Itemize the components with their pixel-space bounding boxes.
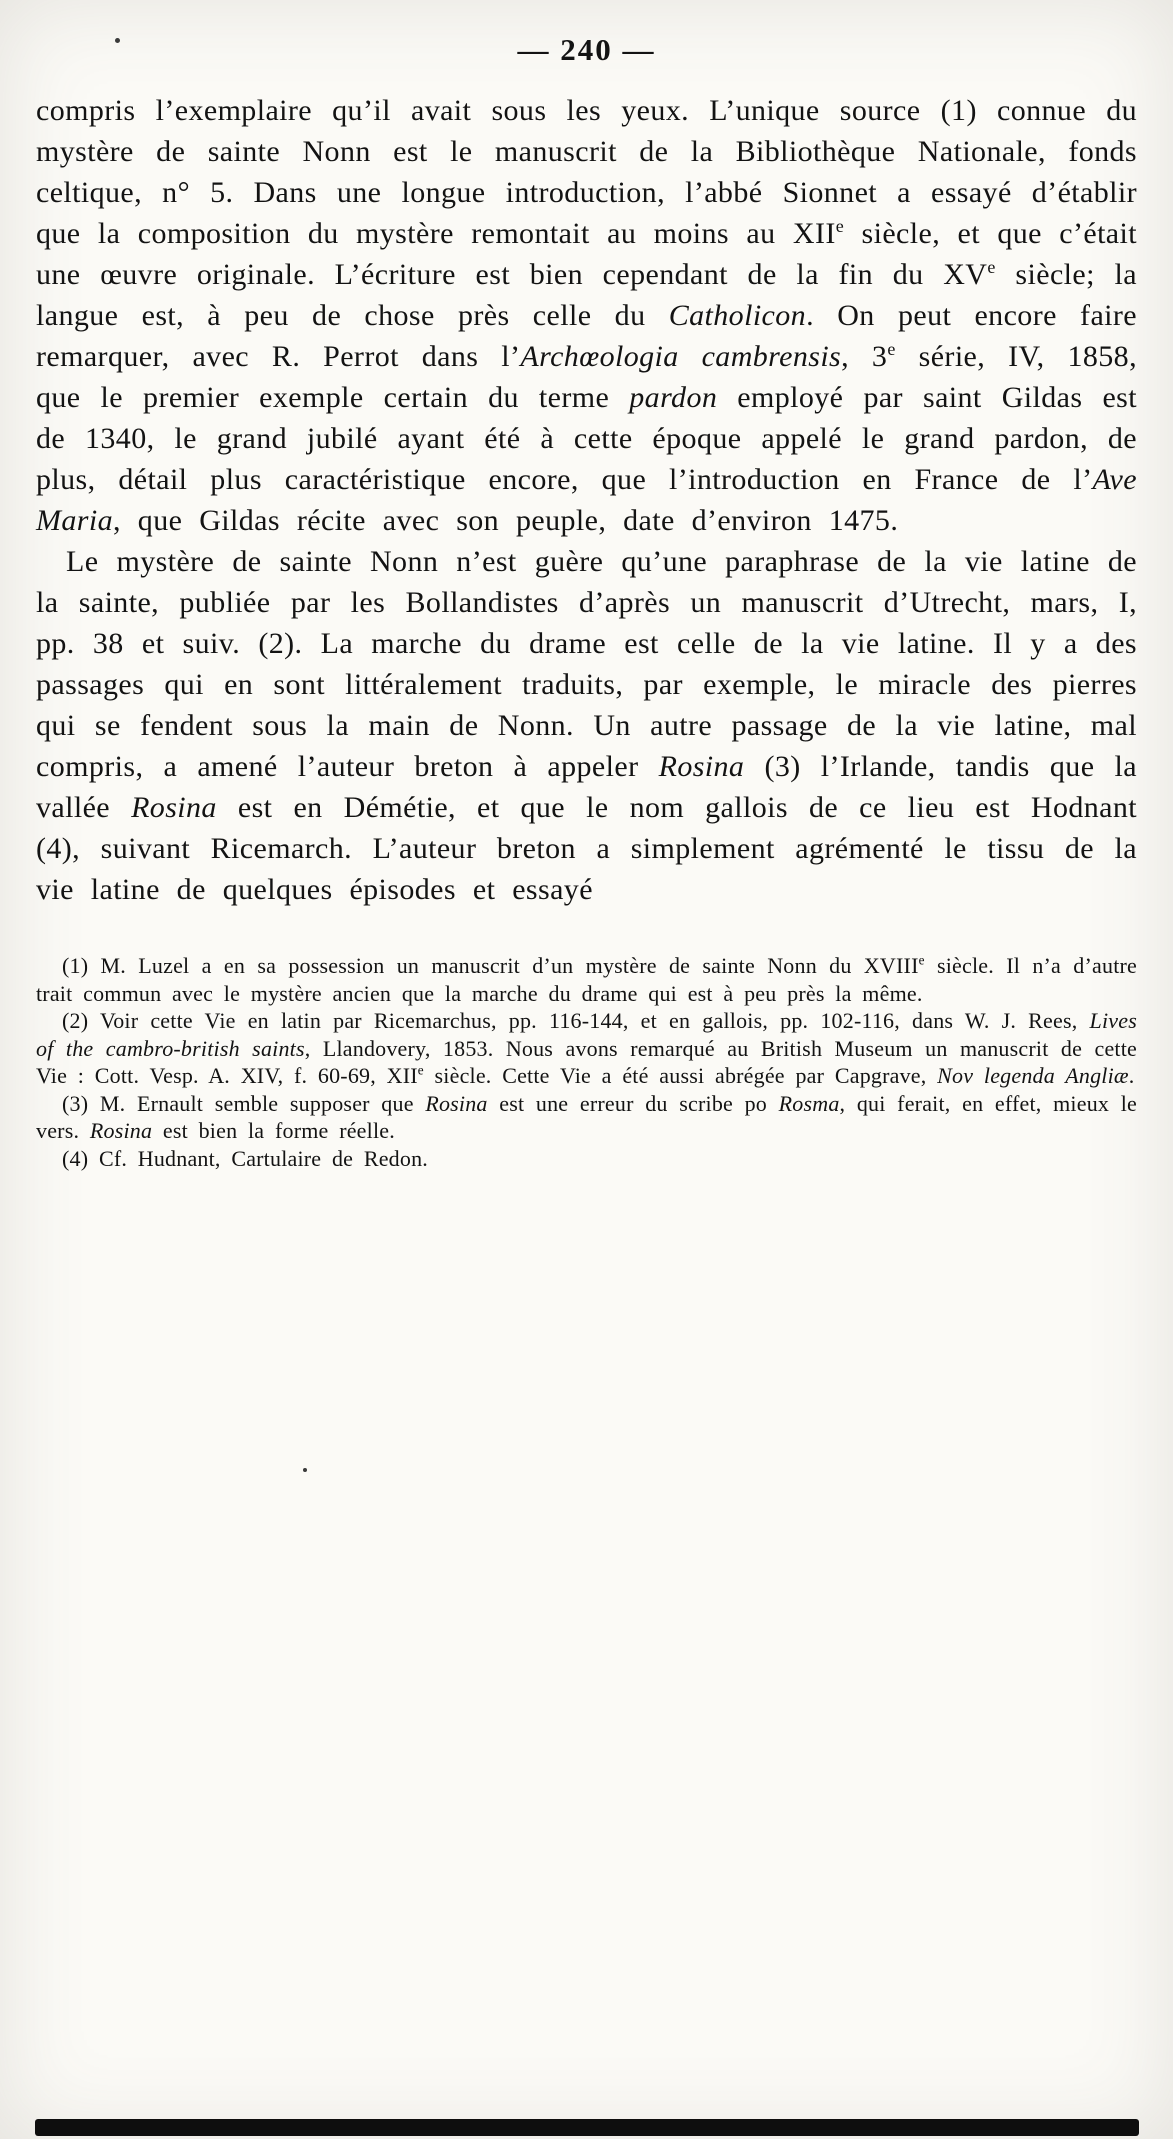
- text-segment: (4) Cf. Hudnant, Cartulaire de Redon.: [62, 1145, 428, 1171]
- italic-text-segment: Rosina: [131, 791, 217, 824]
- text-segment: , Llandovery, 1853. Nous avons remarqué au British Museum un manuscrit de cette Vie : Cott. Vesp. A. XIV, f. 60-69, XII: [36, 1035, 1137, 1088]
- scan-speck-middle: [303, 1468, 307, 1472]
- footnotes-section: [36, 952, 1137, 1172]
- italic-text-segment: Rosma: [778, 1090, 840, 1116]
- text-segment: Le mystère de sainte Nonn n’est guère qu’une paraphrase de la vie latine de la sainte, publiée par les Bollandistes d’après un manuscrit d’Utrecht, mars, I, pp. 38 et suiv. (2). La marche du drame est celle de la vie latine. Il y a des passages qui en sont littéralement traduits, par exemple, le miracle des pierres qui se fendent sous la main de Nonn. Un autre passage de la vie latine, mal compris, a amené l’auteur breton à appeler: [36, 545, 1137, 783]
- paragraph: [36, 90, 1137, 541]
- italic-text-segment: Rosina: [658, 750, 745, 783]
- text-segment: employé par saint Gildas est de 1340, le grand jubilé ayant été à cette époque appelé le grand pardon, de plus, détail plus caractéristique encore, que l’introduction en France de l’: [36, 381, 1137, 496]
- text-segment: siècle. Il n’a d’autre trait commun avec le mystère ancien que la marche du drame qui est à peu près la même.: [36, 953, 1137, 1006]
- superscript-segment: e: [987, 257, 996, 277]
- footnote: [36, 1145, 1137, 1173]
- footnote: [36, 952, 1137, 1007]
- text-segment: compris l’exemplaire qu’il avait sous les yeux. L’unique source (1) connue du mystère de sainte Nonn est le manuscrit de la Bibliothèque Nationale, fonds celtique, n° 5. Dans une longue introduction, l’abbé Sionnet a essayé d’établir que la composition du mystère remontait au moins au XII: [36, 94, 1137, 250]
- footnote: [36, 1090, 1137, 1145]
- italic-text-segment: Catholicon: [668, 299, 807, 332]
- paragraph: [36, 541, 1137, 910]
- text-segment: (3) M. Ernault semble supposer que: [62, 1090, 426, 1116]
- text-segment: série, IV, 1858, que le premier exemple certain du terme: [36, 340, 1137, 414]
- text-segment: (3) l’Irlande, tandis que la vallée: [36, 750, 1137, 824]
- text-segment: , qui ferait, en effet, mieux le vers.: [36, 1090, 1137, 1143]
- superscript-segment: e: [835, 216, 845, 236]
- text-segment: , que Gildas récite avec son peuple, date d’environ 1475.: [113, 504, 899, 537]
- italic-text-segment: Rosina: [89, 1118, 153, 1143]
- superscript-segment: e: [887, 339, 896, 359]
- text-segment: (1) M. Luzel a en sa possession un manuscrit d’un mystère de sainte Nonn du XVIII: [62, 953, 919, 978]
- body-text: [36, 90, 1137, 910]
- text-segment: est en Démétie, et que le nom gallois de ce lieu est Hodnant (4), suivant Ricemarch. L’auteur breton a simplement agrémenté le tissu de la vie latine de quelques épisodes et essayé: [36, 791, 1137, 906]
- italic-text-segment: Ave Maria: [36, 463, 1137, 537]
- text-segment: est une erreur du scribe po: [487, 1090, 779, 1116]
- text-segment: . On peut encore faire remarquer, avec R. Perrot dans l’: [36, 299, 1137, 373]
- italic-text-segment: Rosina: [425, 1090, 488, 1116]
- text-segment: siècle; la langue est, à peu de chose près celle du: [36, 258, 1137, 332]
- text-segment: , 3: [841, 340, 888, 373]
- text-segment: (2) Voir cette Vie en latin par Ricemarchus, pp. 116-144, et en gallois, pp. 102-116, dans W. J. Rees,: [62, 1008, 1090, 1033]
- italic-text-segment: Lives of the cambro-british saints: [36, 1008, 1137, 1061]
- italic-text-segment: pardon: [629, 381, 718, 414]
- footnote: [36, 1007, 1137, 1090]
- scan-speck-top: [115, 38, 120, 43]
- text-segment: siècle. Cette Vie a été aussi abrégée par Capgrave,: [423, 1063, 938, 1088]
- page-number: — 240 —: [517, 32, 656, 67]
- italic-text-segment: Archœologia cambrensis: [520, 340, 842, 373]
- superscript-segment: e: [918, 952, 925, 968]
- text-segment: est bien la forme réelle.: [152, 1118, 395, 1143]
- text-segment: .: [1128, 1063, 1135, 1088]
- text-segment: siècle, et que c’était une œuvre originale. L’écriture est bien cependant de la fin du XV: [36, 217, 1137, 291]
- superscript-segment: e: [417, 1062, 424, 1078]
- scan-artifact-bar: [35, 2119, 1139, 2136]
- italic-text-segment: Nov legenda Angliæ: [937, 1063, 1129, 1088]
